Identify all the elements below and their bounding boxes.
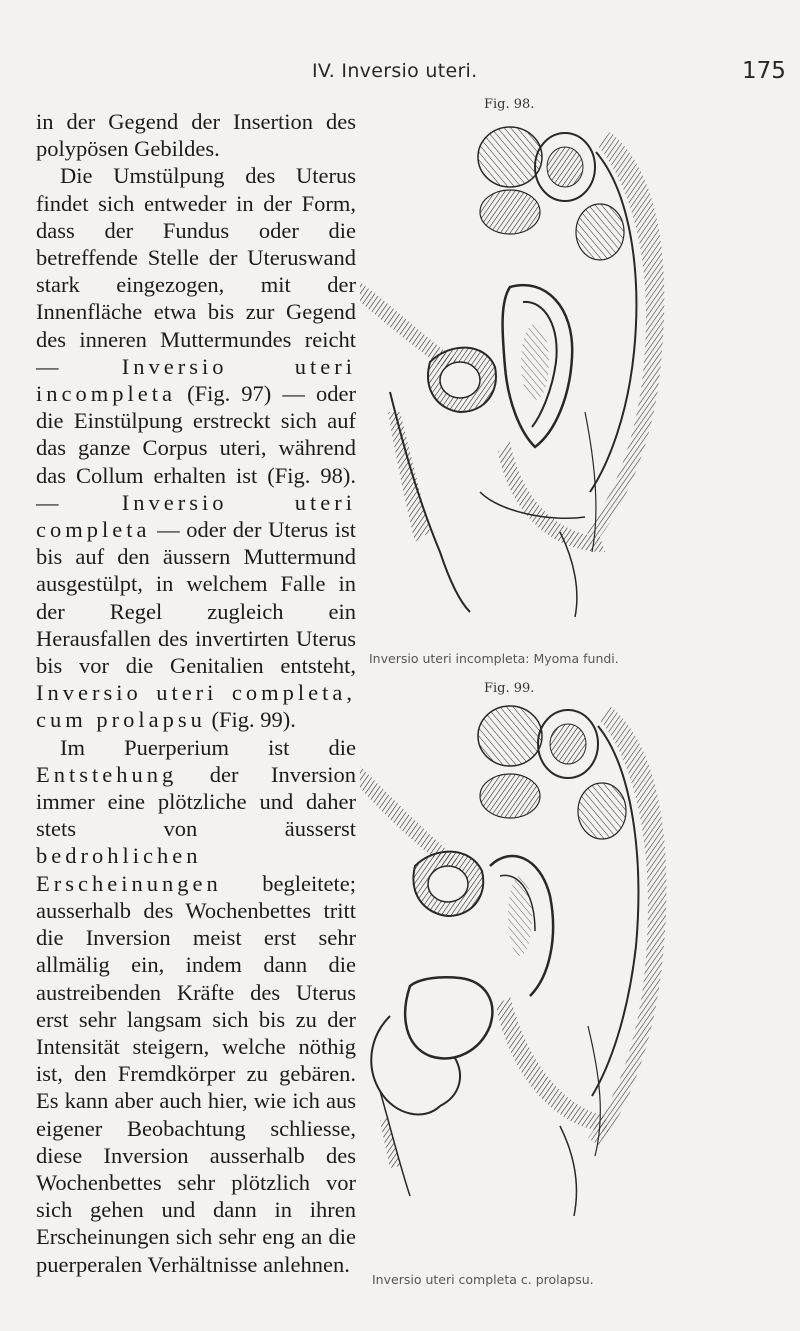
term-inversio-prolapsu: Inversio uteri completa, cum prolapsu: [36, 680, 356, 733]
paragraph-3-part-a: Im Puerperium ist die: [60, 734, 356, 760]
fig99-illustration: [360, 696, 680, 1236]
term-inversio-completa: Inversio uteri completa: [36, 489, 356, 543]
term-inversio-incompleta: Inversio uteri incompleta: [36, 353, 356, 407]
term-entstehung: Entstehung: [36, 761, 178, 787]
fig98-label: Fig. 98.: [484, 97, 535, 112]
paragraph-3-part-e: begleitete; ausserhalb des Wochenbettes tritt die Inversion meist erst sehr allmälig ein, indem dann die austreibenden Kräfte des Uterus erst sehr langsam sich bis zu der Intensität steigern, welche nöthig ist, den Fremdkörper zu gebären. Es kann aber auch hier, wie ich aus eigener Beobachtung schliesse, diese Inversion ausserhalb des Wochenbettes sehr plötzlich vor sich gehen und dann in ihren Erscheinungen sich sehr eng an die puerperalen Verhältnisse anlehnen.: [36, 870, 356, 1277]
paragraph-2-part-a: Die Umstülpung des Uterus findet sich entweder in der Form, dass der Fundus oder die betreffende Stelle der Uteruswand stark eingezogen, mit der Innenfläche etwa bis zur Gegend des inneren Muttermundes reicht —: [36, 163, 356, 379]
paragraph-2-part-c: (Fig. 97) — oder die Einstülpung erstreckt sich auf das ganze Corpus uteri, während das Collum erhalten ist (Fig. 98). —: [36, 381, 356, 515]
fig98-caption: Inversio uteri incompleta: Myoma fundi.: [369, 651, 619, 666]
running-header: [0, 58, 800, 90]
term-bedrohlichen: bedrohlichen Erscheinungen: [36, 843, 222, 896]
paragraph-2-part-e: — oder der Uterus ist bis auf den äussern Muttermund ausgestülpt, in welchem Falle in der Regel zugleich ein Herausfallen des invertirten Uterus bis vor die Genitalien entsteht,: [36, 517, 356, 679]
fig99-label: Fig. 99.: [484, 681, 535, 696]
page-number: 175: [742, 58, 786, 84]
header-title: IV. Inversio uteri.: [312, 60, 478, 82]
fig99-caption: Inversio uteri completa c. prolapsu.: [372, 1272, 594, 1287]
paragraph-2: [36, 162, 356, 733]
paragraph-3-part-c: der Inversion immer eine plötzliche und daher stets von äusserst: [36, 761, 356, 842]
paragraph-1: in der Gegend der Insertion des polypösen Gebildes.: [36, 109, 356, 162]
fig98-illustration: [360, 112, 680, 632]
paragraph-2-part-g: (Fig. 99).: [205, 707, 296, 733]
paragraph-3: [36, 734, 356, 1278]
body-text-column: [36, 108, 356, 1278]
